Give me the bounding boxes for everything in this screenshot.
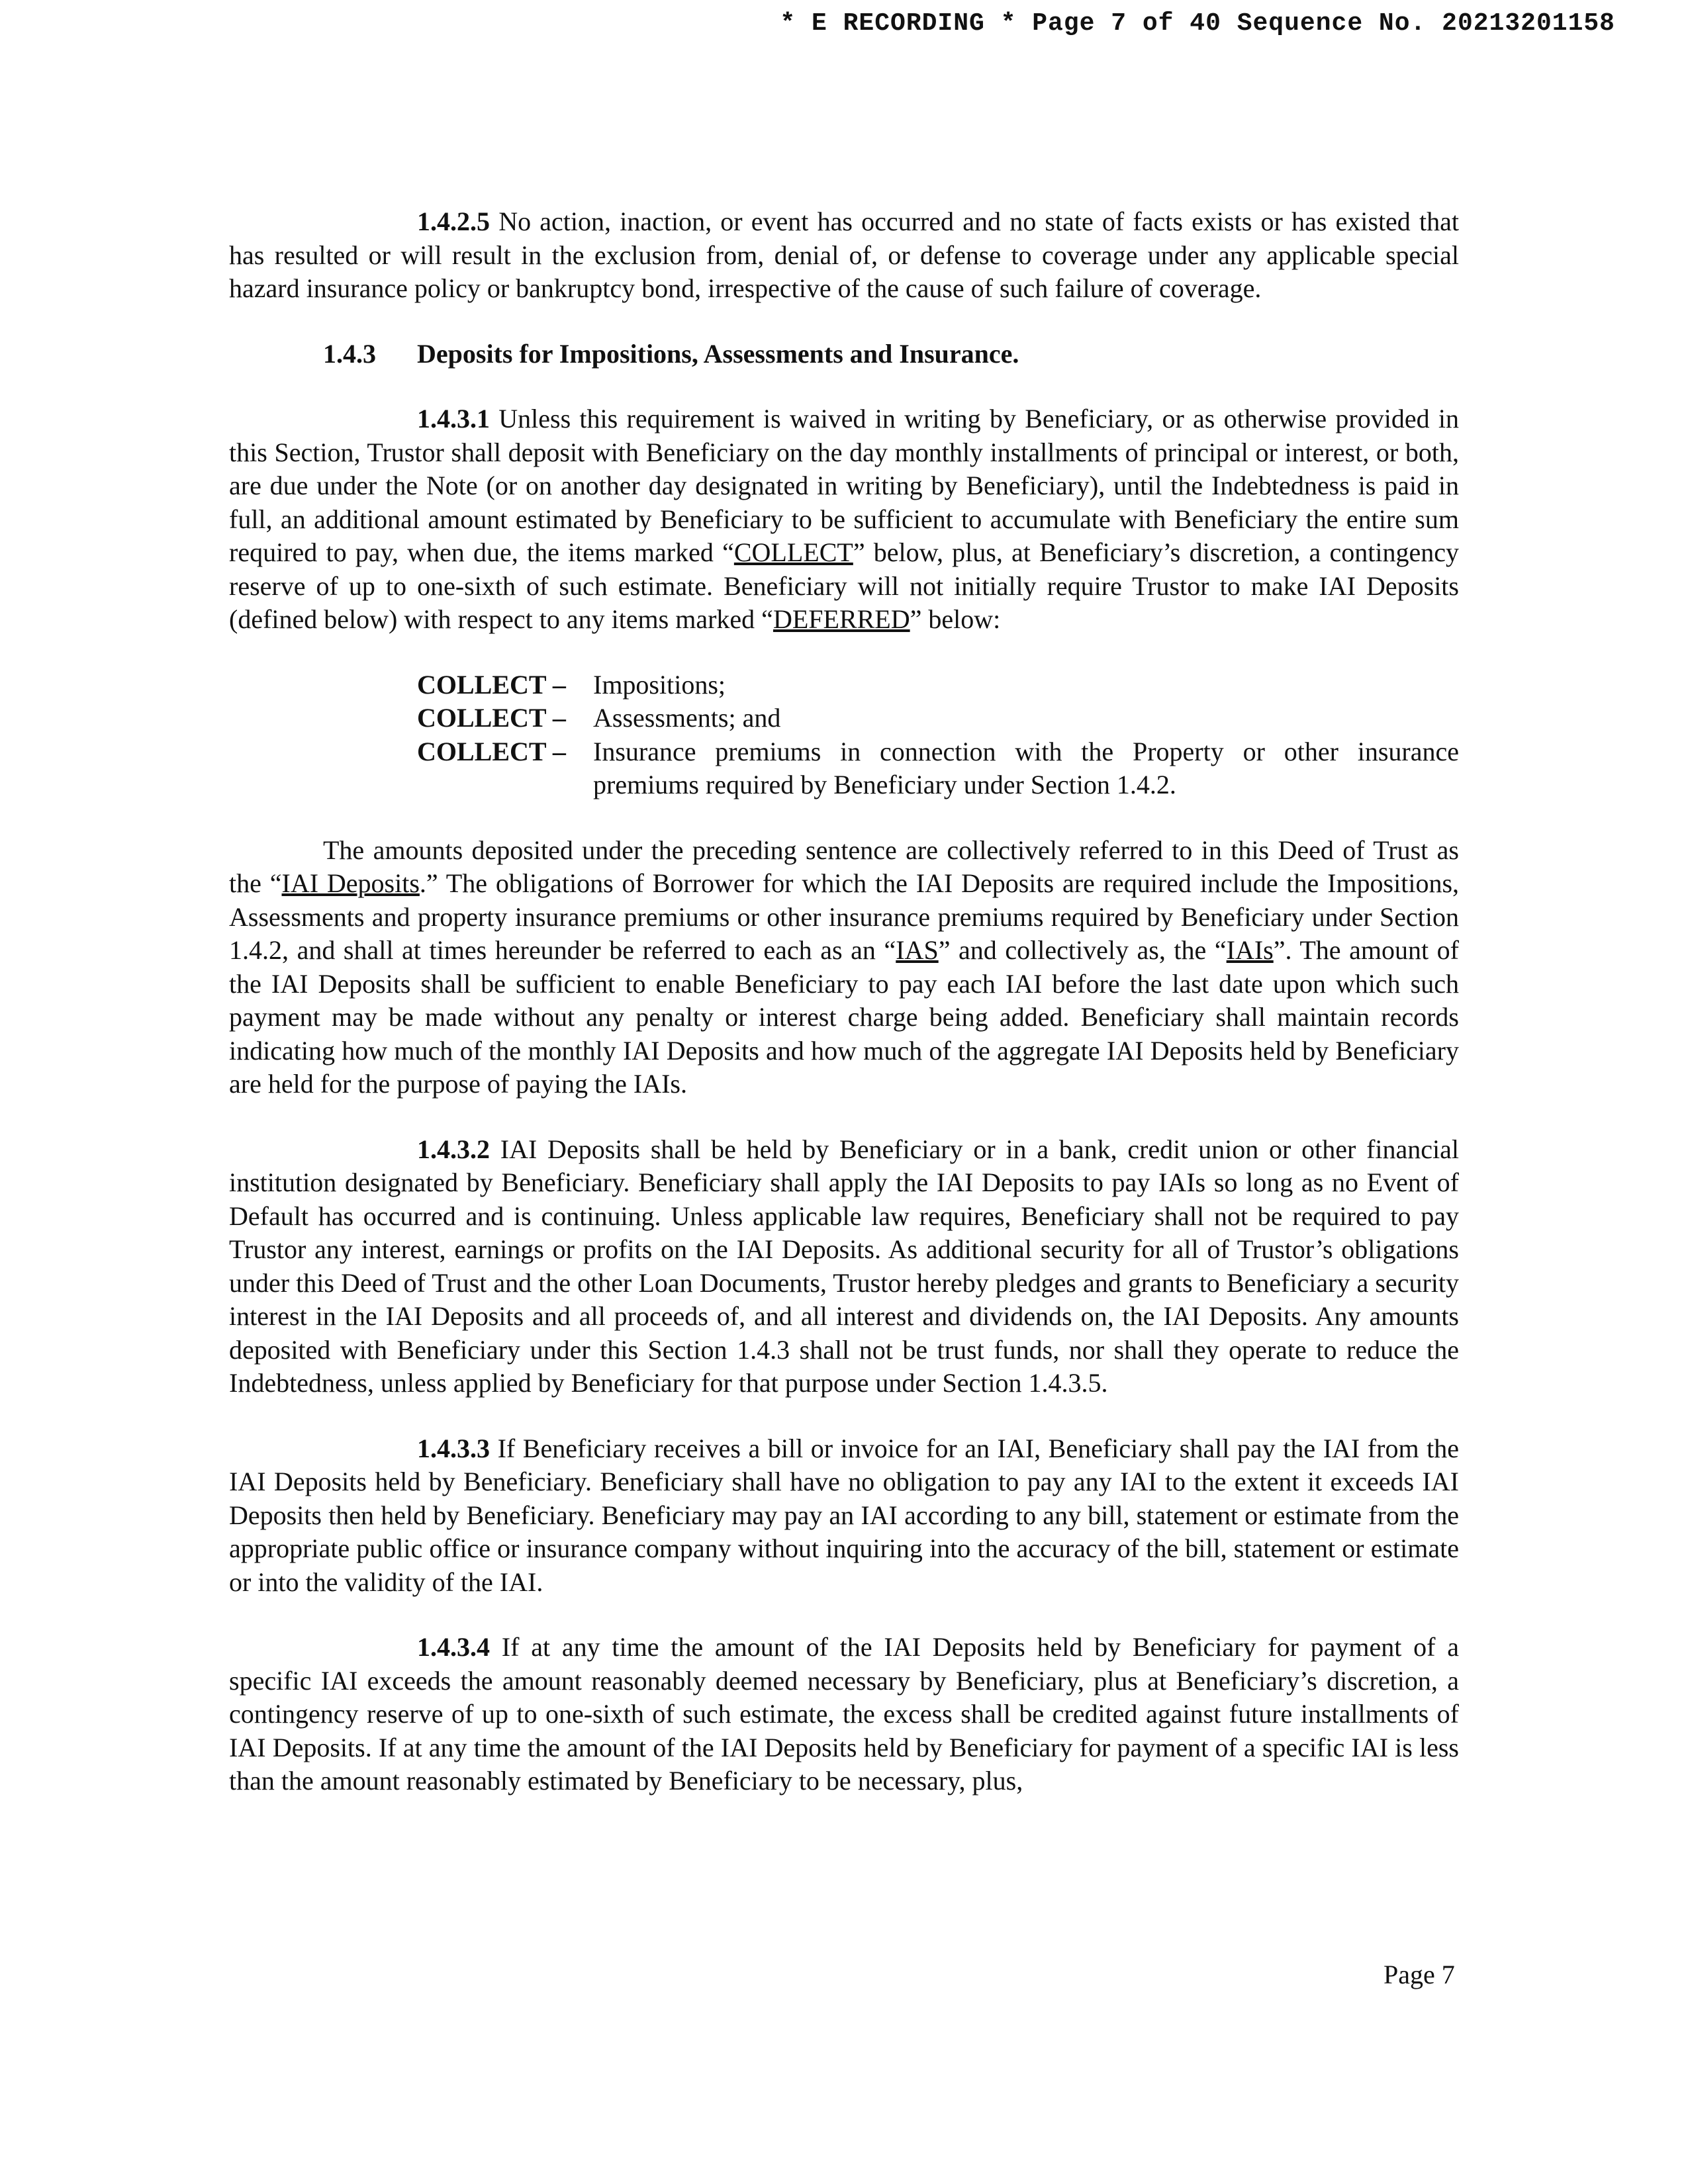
list-item-value: Impositions;	[593, 669, 726, 700]
list-item	[417, 668, 1459, 702]
section-number: 1.4.3.3	[417, 1433, 490, 1463]
section-text: If Beneficiary receives a bill or invoice for an IAI, Beneficiary shall pay the IAI from the IAI Deposits held by Beneficiary. Beneficiary shall have no obligation to pay any IAI to the extent it exceeds IAI Deposits then held by Beneficiary. Beneficiary may pay an IAI according to any bill, statement or estimate from the appropriate public office or insurance company without inquiring into the accuracy of the bill, statement or estimate or into the validity of the IAI.	[229, 1433, 1459, 1597]
section-text: If at any time the amount of the IAI Deposits held by Beneficiary for payment of a specific IAI exceeds the amount reasonably deemed necessary by Beneficiary, plus at Beneficiary’s discretion, a contingency reserve of up to one-sixth of such estimate, the excess shall be credited against future installments of IAI Deposits. If at any time the amount of the IAI Deposits held by Beneficiary for payment of a specific IAI is less than the amount reasonably estimated by Beneficiary to be necessary, plus,	[229, 1632, 1459, 1796]
list-item-key: COLLECT –	[417, 669, 566, 700]
section-text: IAI Deposits shall be held by Beneficiary or in a bank, credit union or other financial institution designated by Beneficiary. Beneficiary shall apply the IAI Deposits to pay IAIs so long as no Event of Default has occurred and is continuing. Unless applicable law requires, Beneficiary shall not be required to pay Trustor any interest, earnings or profits on the IAI Deposits. As additional security for all of Trustor’s obligations under this Deed of Trust and the other Loan Documents, Trustor hereby pledges and grants to Beneficiary a security interest in the IAI Deposits and all proceeds of, and all interest and dividends on, the IAI Deposits. Any amounts deposited with Beneficiary under this Section 1.4.3 shall not be trust funds, nor shall they operate to reduce the Indebtedness, unless applied by Beneficiary for that purpose under Section 1.4.3.5.	[229, 1134, 1459, 1398]
section-1-4-3-heading	[229, 338, 1459, 371]
iai-deposits-paragraph: The amounts deposited under the preceding sentence are collectively referred to in this Deed of Trust as the “IAI Deposits.” The obligations of Borrower for which the IAI Deposits are required include the Impositions, Assessments and property insurance premiums or other insurance premiums required by Beneficiary under Section 1.4.2, and shall at times hereunder be referred to each as an “IAS” and collectively as, the “IAIs”. The amount of the IAI Deposits shall be sufficient to enable Beneficiary to pay each IAI before the last date upon which such payment may be made without any penalty or interest charge being added. Beneficiary shall maintain records indicating how much of the monthly IAI Deposits and how much of the aggregate IAI Deposits held by Beneficiary are held for the purpose of paying the IAIs.	[229, 835, 1460, 1099]
list-item	[417, 702, 1459, 735]
section-1-4-2-5	[229, 205, 1459, 306]
section-text: No action, inaction, or event has occurred and no state of facts exists or has existed that has resulted or will result in the exclusion from, denial of, or defense to coverage under any applicable special hazard insurance policy or bankruptcy bond, irrespective of the cause of such failure of coverage.	[229, 206, 1459, 303]
section-number: 1.4.3.2	[417, 1134, 490, 1164]
recording-header: * E RECORDING * Page 7 of 40 Sequence No. 20213201158	[780, 9, 1615, 38]
page-number: Page 7	[1383, 1960, 1455, 1989]
list-item-value: Insurance premiums in connection with the Property or other insurance premiums required by Beneficiary under Section 1.4.2.	[593, 736, 1459, 799]
term-ias: IAS	[896, 935, 939, 965]
section-number: 1.4.3	[323, 338, 376, 369]
list-item-key: COLLECT –	[417, 736, 566, 766]
section-1-4-3-4	[229, 1631, 1459, 1798]
section-1-4-3-2	[229, 1133, 1459, 1400]
document-body	[229, 205, 1459, 1798]
section-number: 1.4.2.5	[417, 206, 490, 236]
term-iai-deposits: IAI Deposits	[281, 868, 420, 898]
term-collect: COLLECT	[733, 537, 853, 567]
section-number: 1.4.3.1	[417, 404, 490, 433]
list-item-key: COLLECT –	[417, 703, 566, 733]
section-1-4-3-3	[229, 1432, 1459, 1600]
collect-list	[229, 668, 1459, 802]
term-iais: IAIs	[1226, 935, 1274, 965]
term-deferred: DEFERRED	[773, 604, 910, 634]
list-item-value: Assessments; and	[593, 703, 781, 733]
section-number: 1.4.3.4	[417, 1632, 490, 1662]
list-item	[417, 735, 1459, 802]
section-title: Deposits for Impositions, Assessments and Insurance.	[417, 338, 1019, 369]
section-1-4-3-1: 1.4.3.1 Unless this requirement is waived in writing by Beneficiary, or as otherwise provided in this Section, Trustor shall deposit with Beneficiary on the day monthly installments of principal or interest, or both, are due under the Note (or on another day designated in writing by Beneficiary), until the Indebtedness is paid in full, an additional amount estimated by Beneficiary to be sufficient to accumulate with Beneficiary the entire sum required to pay, when due, the items marked “COLLECT” below, plus, at Beneficiary’s discretion, a contingency reserve of up to one-sixth of such estimate. Beneficiary will not initially require Trustor to make IAI Deposits (defined below) with respect to any items marked “DEFERRED” below:	[229, 404, 1459, 634]
